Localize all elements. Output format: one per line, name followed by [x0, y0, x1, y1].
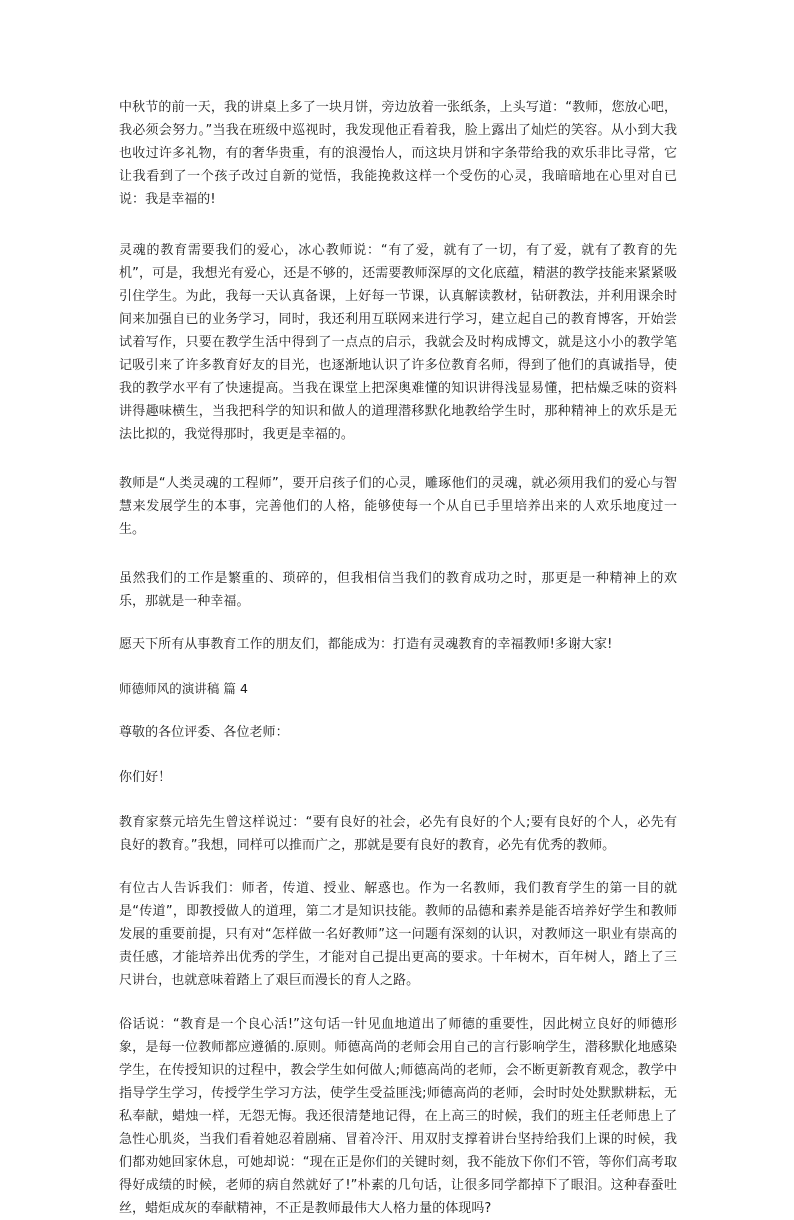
paragraph-engineer-of-souls: 教师是“人类灵魂的工程师”，要开启孩子们的心灵，雕琢他们的灵魂，就必须用我们的爱心与智慧来发展学生的本事，完善他们的人格，能够使每一个从自已手里培养出来的人欢乐地度过一生。: [119, 476, 677, 537]
paragraph-closing-wish: 愿天下所有从事教育工作的朋友们，都能成为：打造有灵魂教育的幸福教师!多谢大家!: [119, 637, 613, 652]
paragraph-soul-education: 灵魂的教育需要我们的爱心，冰心教师说：“有了爱，就有了一切，有了爱，就有了教育的先机”，可是，我想光有爱心，还是不够的，还需要教师深厚的文化底蕴，精湛的教学技能来紧紧吸引住学生。为此，我每一天认真备课，上好每一节课，认真解读教材，钻研教法，并利用课余时间来加强自已的业务学习，同时，我还利用互联网来进行学习，建立起自己的教育博客，开始尝试着写作，只要在教学生活中得到了一点点的启示，我就会及时构成博文，就是这小小的教学笔记吸引来了许多教育好友的目光，也逐渐地认识了许多位教育名师，得到了他们的真诚指导，使我的教学水平有了快速提高。当我在课堂上把深奥难懂的知识讲得浅显易懂，把枯燥乏味的资料讲得趣味横生，当我把科学的知识和做人的道理潜移默化地教给学生时，那种精神上的欢乐是无法比拟的，我觉得那时，我更是幸福的。: [119, 243, 677, 442]
section-heading: 师德师风的演讲稿 篇 4: [119, 681, 248, 696]
hello-line: 你们好！: [119, 770, 172, 785]
greeting-line: 尊敬的各位评委、各位老师：: [119, 725, 289, 740]
paragraph-conscience: 俗话说：“教育是一个良心活!”这句话一针见血地道出了师德的重要性，因此树立良好的师德形象，是每一位教师都应遵循的.原则。师德高尚的老师会用自己的言行影响学生，潜移默化地感染学生，在传授知识的过程中，教会学生如何做人;师德高尚的老师，会不断更新教育观念，教学中指导学生学习，传授学生学习方法，使学生受益匪浅;师德高尚的老师，会时时处处默默耕耘，无私奉献，蜡烛一样，无怨无悔。我还很清楚地记得，在上高三的时候，我们的班主任老师患上了急性心肌炎，当我们看着她忍着剧痛、冒着冷汗、用双肘支撑着讲台坚持给我们上课的时候，我们都劝她回家休息，可她却说：“现在正是你们的关键时刻，我不能放下你们不管，等你们高考取得好成绩的时候，老师的病自然就好了!”朴素的几句话，让很多同学都掉下了眼泪。这种春蚕吐丝，蜡炬成灰的奉献精神，不正是教师最伟大人格力量的体现吗?: [119, 1017, 677, 1216]
paragraph-mid-autumn: 中秋节的前一天，我的讲桌上多了一块月饼，旁边放着一张纸条，上头写道：“教师，您放心吧，我必须会努力。”当我在班级中巡视时，我发现他正看着我，脸上露出了灿烂的笑容。从小到大我也收过许多礼物，有的奢华贵重，有的浪漫怡人，而这块月饼和字条带给我的欢乐非比寻常，它让我看到了一个孩子改过自新的觉悟，我能挽救这样一个受伤的心灵，我暗暗地在心里对自已说：我是幸福的!: [119, 100, 677, 207]
document-page: [119, 96, 677, 1220]
paragraph-happiness: 虽然我们的工作是繁重的、琐碎的，但我相信当我们的教育成功之时，那更是一种精神上的欢乐，那就是一种幸福。: [119, 571, 677, 609]
paragraph-teacher-role: 有位古人告诉我们：师者，传道、授业、解惑也。作为一名教师，我们教育学生的第一目的就是“传道”，即教授做人的道理，第二才是知识技能。教师的品德和素养是能否培养好学生和教师发展的重要前提，只有对“怎样做一名好教师”这一问题有深刻的认识，对教师这一职业有崇高的责任感，才能培养出优秀的学生，才能对自己提出更高的要求。十年树木，百年树人，踏上了三尺讲台，也就意味着踏上了艰巨而漫长的育人之路。: [119, 881, 677, 988]
paragraph-cai-yuanpei: 教育家蔡元培先生曾这样说过：“要有良好的社会，必先有良好的个人;要有良好的个人，必先有良好的教育。”我想，同样可以推而广之，那就是要有良好的教育，必先有优秀的教师。: [119, 815, 677, 853]
